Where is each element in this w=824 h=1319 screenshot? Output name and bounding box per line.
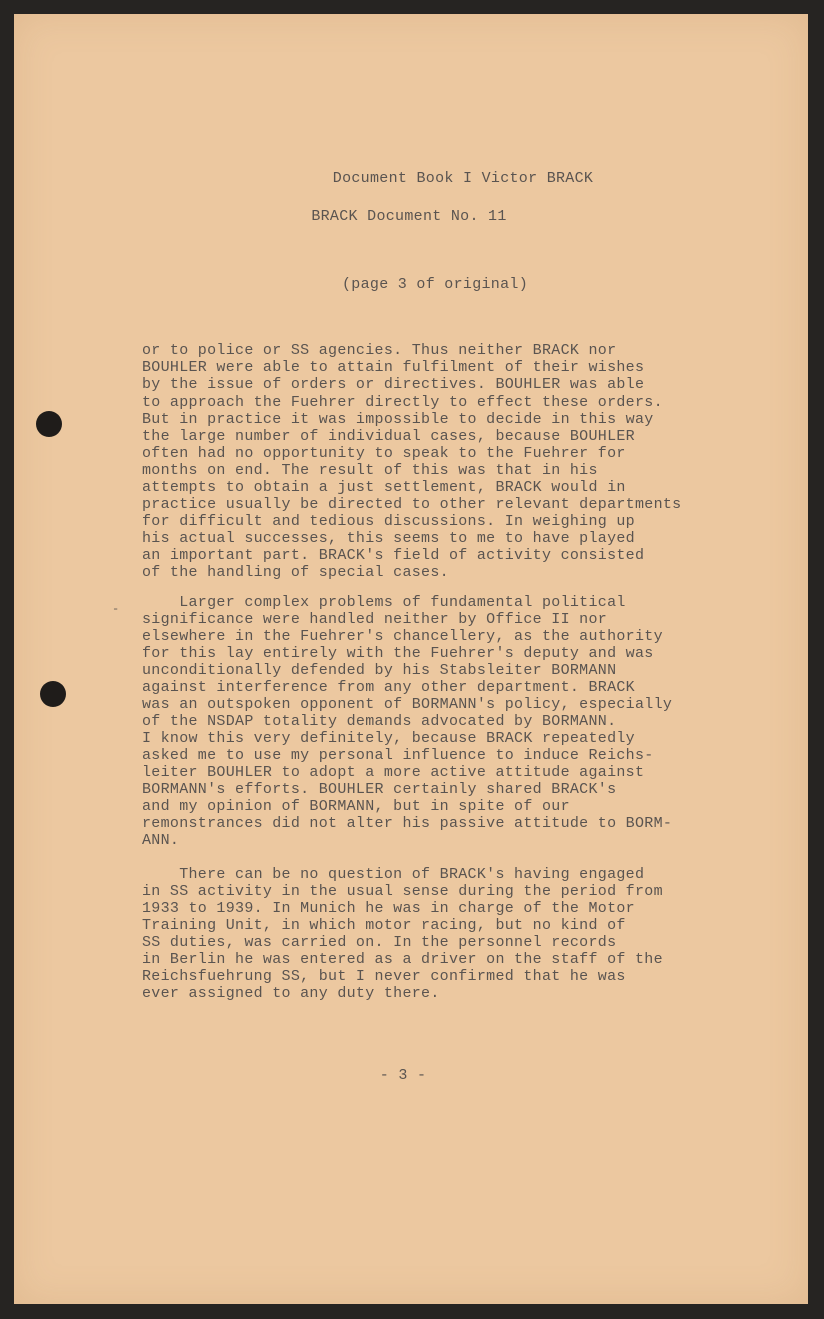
document-page — [14, 14, 808, 1304]
body-line: Reichsfuehrung SS, but I never confirmed that he was — [142, 968, 626, 985]
body-line: leiter BOUHLER to adopt a more active attitude against — [142, 764, 645, 781]
body-line: elsewhere in the Fuehrer's chancellery, as the authority — [142, 628, 663, 645]
body-line: I know this very definitely, because BRACK repeatedly — [142, 730, 635, 747]
body-line: against interference from any other department. BRACK — [142, 679, 635, 696]
body-line: 1933 to 1939. In Munich he was in charge of the Motor — [142, 900, 635, 917]
body-line: by the issue of orders or directives. BOUHLER was able — [142, 376, 645, 393]
punch-hole-bottom — [40, 681, 66, 707]
document-title: Document Book I Victor BRACK — [332, 170, 594, 187]
body-line: and my opinion of BORMANN, but in spite of our — [142, 798, 570, 815]
body-line: was an outspoken opponent of BORMANN's policy, especially — [142, 696, 673, 713]
body-line: practice usually be directed to other relevant departments — [142, 496, 682, 513]
body-line: Training Unit, in which motor racing, but no kind of — [142, 917, 626, 934]
body-line: SS duties, was carried on. In the personnel records — [142, 934, 617, 951]
body-line: in Berlin he was entered as a driver on the staff of the — [142, 951, 663, 968]
body-line: the large number of individual cases, because BOUHLER — [142, 428, 635, 445]
body-line: Larger complex problems of fundamental political — [142, 594, 626, 611]
body-line: of the NSDAP totality demands advocated by BORMANN. — [142, 713, 617, 730]
body-line: to approach the Fuehrer directly to effect these orders. — [142, 394, 663, 411]
punch-hole-top — [36, 411, 62, 437]
margin-mark: - — [112, 602, 120, 616]
document-number: BRACK Document No. 11 — [311, 208, 507, 225]
body-line: or to police or SS agencies. Thus neither BRACK nor — [142, 342, 617, 359]
page-note: (page 3 of original) — [341, 276, 529, 293]
body-line: of the handling of special cases. — [142, 564, 449, 581]
body-line: for this lay entirely with the Fuehrer's deputy and was — [142, 645, 654, 662]
body-line: for difficult and tedious discussions. In weighing up — [142, 513, 635, 530]
body-line: months on end. The result of this was that in his — [142, 462, 598, 479]
body-line: ever assigned to any duty there. — [142, 985, 440, 1002]
body-line: unconditionally defended by his Stabsleiter BORMANN — [142, 662, 617, 679]
body-line: There can be no question of BRACK's having engaged — [142, 866, 645, 883]
body-line: BORMANN's efforts. BOUHLER certainly shared BRACK's — [142, 781, 617, 798]
body-line: But in practice it was impossible to decide in this way — [142, 411, 654, 428]
body-line: remonstrances did not alter his passive attitude to BORM- — [142, 815, 673, 832]
body-line: attempts to obtain a just settlement, BRACK would in — [142, 479, 626, 496]
page-number: - 3 - — [379, 1067, 427, 1084]
body-line: in SS activity in the usual sense during the period from — [142, 883, 663, 900]
body-line: BOUHLER were able to attain fulfilment of their wishes — [142, 359, 645, 376]
body-line: often had no opportunity to speak to the Fuehrer for — [142, 445, 626, 462]
body-line: ANN. — [142, 832, 180, 849]
body-line: significance were handled neither by Office II nor — [142, 611, 608, 628]
body-line: an important part. BRACK's field of activity consisted — [142, 547, 645, 564]
body-line: asked me to use my personal influence to induce Reichs- — [142, 747, 654, 764]
body-line: his actual successes, this seems to me to have played — [142, 530, 635, 547]
